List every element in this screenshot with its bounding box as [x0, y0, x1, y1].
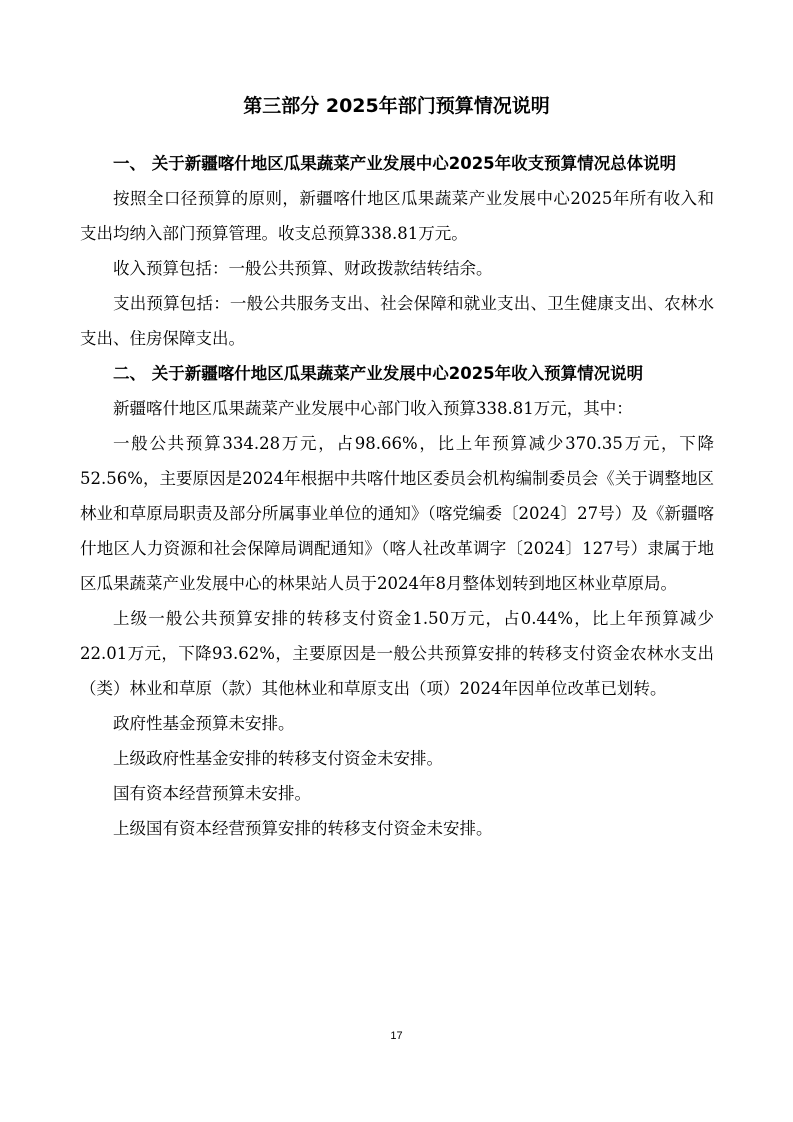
paragraph-government-fund: 政府性基金预算未安排。 [113, 714, 295, 733]
page-title: 第三部分 2025年部门预算情况说明 [243, 95, 550, 117]
paragraph-government-fund-transfer: 上级政府性基金安排的转移支付资金未安排。 [113, 749, 443, 768]
paragraph-general-public-budget: 一般公共预算334.28万元，占98.66%，比上年预算减少370.35万元，下降52.56%，主要原因是2024年根据中共喀什地区委员会机构编制委员会《关于调整地区林业和草原局职责及部分所属事业单位的通知》（喀党编委〔2024〕27号）及《新疆喀什地区人力资源和社会保障局调配通知》（喀人社改革调字〔2024〕127号）隶属于地区瓜果蔬菜产业发展中心的林果站人员于2024年8月整体划转到地区林业草原局。 [80, 434, 714, 593]
paragraph-income-budget: 新疆喀什地区瓜果蔬菜产业发展中心部门收入预算338.81万元，其中： [113, 399, 633, 418]
paragraph-income-items: 收入预算包括：一般公共预算、财政拨款结转结余。 [113, 259, 493, 278]
paragraph-transfer-payment: 上级一般公共预算安排的转移支付资金1.50万元，占0.44%，比上年预算减少22.01万元，下降93.62%，主要原因是一般公共预算安排的转移支付资金农林水支出（类）林业和草原（款）其他林业和草原支出（项）2024年因单位改革已划转。 [80, 609, 714, 698]
paragraph-state-capital: 国有资本经营预算未安排。 [113, 784, 311, 803]
paragraph-state-capital-transfer: 上级国有资本经营预算安排的转移支付资金未安排。 [113, 819, 493, 838]
paragraph-total-budget: 按照全口径预算的原则，新疆喀什地区瓜果蔬菜产业发展中心2025年所有收入和支出均纳入部门预算管理。收支总预算338.81万元。 [80, 189, 714, 243]
section-1-heading: 一、 关于新疆喀什地区瓜果蔬菜产业发展中心2025年收支预算情况总体说明 [113, 154, 677, 173]
section-2-heading: 二、 关于新疆喀什地区瓜果蔬菜产业发展中心2025年收入预算情况说明 [113, 364, 644, 383]
page-number: 17 [390, 1030, 403, 1042]
document-body [80, 146, 714, 846]
paragraph-expense-items: 支出预算包括：一般公共服务支出、社会保障和就业支出、卫生健康支出、农林水支出、住房保障支出。 [80, 294, 714, 348]
